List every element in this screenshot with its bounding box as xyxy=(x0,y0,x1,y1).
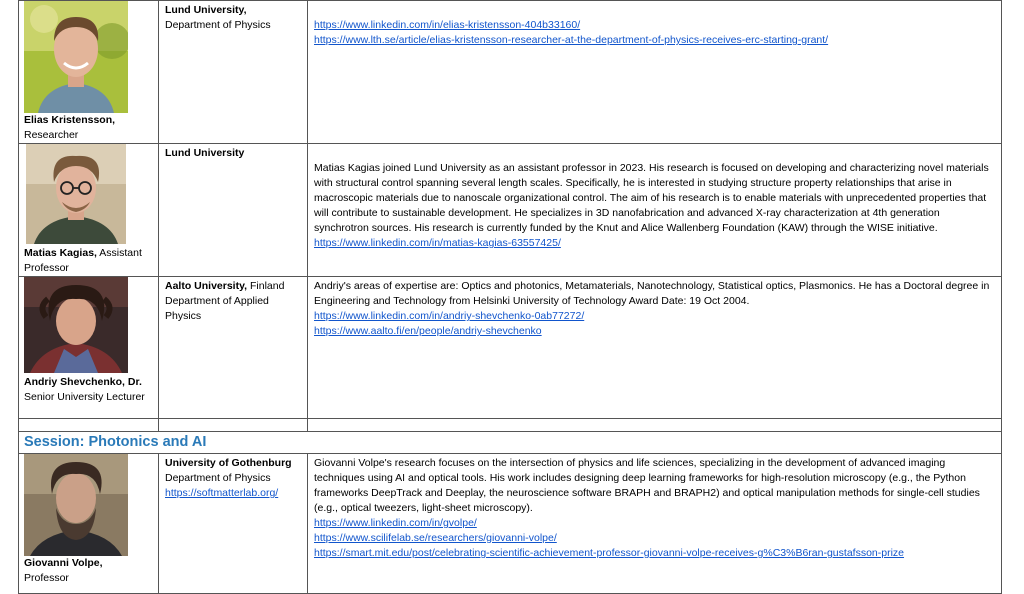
speaker-title: Assistant Professor xyxy=(24,247,142,274)
spacer-row xyxy=(19,419,1002,432)
affiliation-cell xyxy=(159,1,308,144)
portrait-photo xyxy=(24,277,128,373)
bio-cell xyxy=(308,144,1002,277)
affiliation-cell xyxy=(159,277,308,419)
speakers-table xyxy=(18,0,1002,594)
speaker-row xyxy=(19,277,1002,419)
speaker-cell xyxy=(19,277,159,419)
session-title: Session: Photonics and AI xyxy=(19,432,1002,454)
bio-cell xyxy=(308,454,1002,594)
speaker-cell xyxy=(19,1,159,144)
speaker-cell xyxy=(19,454,159,594)
speaker-name: Elias Kristensson, xyxy=(24,114,116,126)
speaker-title: Senior University Lecturer xyxy=(24,391,145,403)
profile-link[interactable]: https://www.lth.se/article/elias-kristensson-researcher-at-the-department-of-physics-receives-erc-starting-grant/ xyxy=(314,34,829,46)
speaker-title: Professor xyxy=(24,572,69,584)
department-name: Finland Department of Applied Physics xyxy=(165,280,285,322)
speaker-name: Matias Kagias, xyxy=(24,247,97,259)
speaker-row xyxy=(19,454,1002,594)
speaker-cell xyxy=(19,144,159,277)
bio-text: Matias Kagias joined Lund University as an assistant professor in 2023. His research is focused on developing and characterizing novel materials with structural control spanning several length scales. Specifically, he is interested in studying structure property relationships that arise in macroscopic materials due to nanoscale organizational control. The aim of his research is to enable materials with unprecedented properties that will contribute to sustainable development. He specializes in 3D nanofabrication and advanced X-ray characterization at 4th generation synchrotron sources. His research is currently funded by the Knut and Alice Wallenberg Foundation (KAW) through the WISE initiative. xyxy=(314,162,989,234)
speaker-name: Andriy Shevchenko, Dr. xyxy=(24,376,142,388)
bio-cell xyxy=(308,1,1002,144)
bio-text: Andriy's areas of expertise are: Optics and photonics, Metamaterials, Nanotechnology, Statistical optics, Plasmonics. He has a Doctoral degree in Engineering and Technology from Helsinki University of Technology Award Date: 19 Oct 2004. xyxy=(314,280,990,307)
portrait-photo xyxy=(24,1,128,113)
profile-link[interactable]: https://www.scilifelab.se/researchers/giovanni-volpe/ xyxy=(314,532,557,544)
speaker-title: Researcher xyxy=(24,129,79,141)
lab-link[interactable]: https://softmatterlab.org/ xyxy=(165,487,279,499)
portrait-photo xyxy=(24,144,128,244)
profile-link[interactable]: https://smart.mit.edu/post/celebrating-scientific-achievement-professor-giovanni-volpe-receives-g%C3%B6ran-gustafsson-prize xyxy=(314,547,905,559)
profile-link[interactable]: https://www.linkedin.com/in/andriy-shevchenko-0ab77272/ xyxy=(314,310,585,322)
speaker-name-line xyxy=(24,246,158,276)
profile-link[interactable]: https://www.linkedin.com/in/elias-kristensson-404b33160/ xyxy=(314,19,581,31)
profile-link[interactable]: https://www.linkedin.com/in/matias-kagias-63557425/ xyxy=(314,237,561,249)
session-row xyxy=(19,432,1002,454)
institution-name: Aalto University, xyxy=(165,280,248,292)
department-name: Department of Physics xyxy=(165,472,271,484)
affiliation-line xyxy=(165,279,301,324)
empty-cell xyxy=(159,419,308,432)
department-name: Department of Physics xyxy=(165,19,271,31)
portrait-photo xyxy=(24,454,128,556)
affiliation-cell xyxy=(159,144,308,277)
speaker-row xyxy=(19,144,1002,277)
institution-name: University of Gothenburg xyxy=(165,457,292,469)
empty-cell xyxy=(308,419,1002,432)
empty-cell xyxy=(19,419,159,432)
institution-name: Lund University, xyxy=(165,4,247,16)
speaker-name: Giovanni Volpe, xyxy=(24,557,103,569)
institution-name: Lund University xyxy=(165,147,245,159)
speaker-row xyxy=(19,1,1002,144)
profile-link[interactable]: https://www.aalto.fi/en/people/andriy-shevchenko xyxy=(314,325,542,337)
bio-text: Giovanni Volpe's research focuses on the intersection of physics and life sciences, specializing in the development of advanced imaging techniques using AI and optical tools. His work includes designing deep learning frameworks for high-resolution microscopy (e.g., the Python frameworks DeepTrack and Deeplay, the neuroscience software BRAPH and BRAPH2) and optical manipulation methods for single-cell studies (e.g., optical tweezers, light-sheet microscopy). xyxy=(314,457,980,514)
bio-cell xyxy=(308,277,1002,419)
profile-link[interactable]: https://www.linkedin.com/in/gvolpe/ xyxy=(314,517,477,529)
affiliation-cell xyxy=(159,454,308,594)
